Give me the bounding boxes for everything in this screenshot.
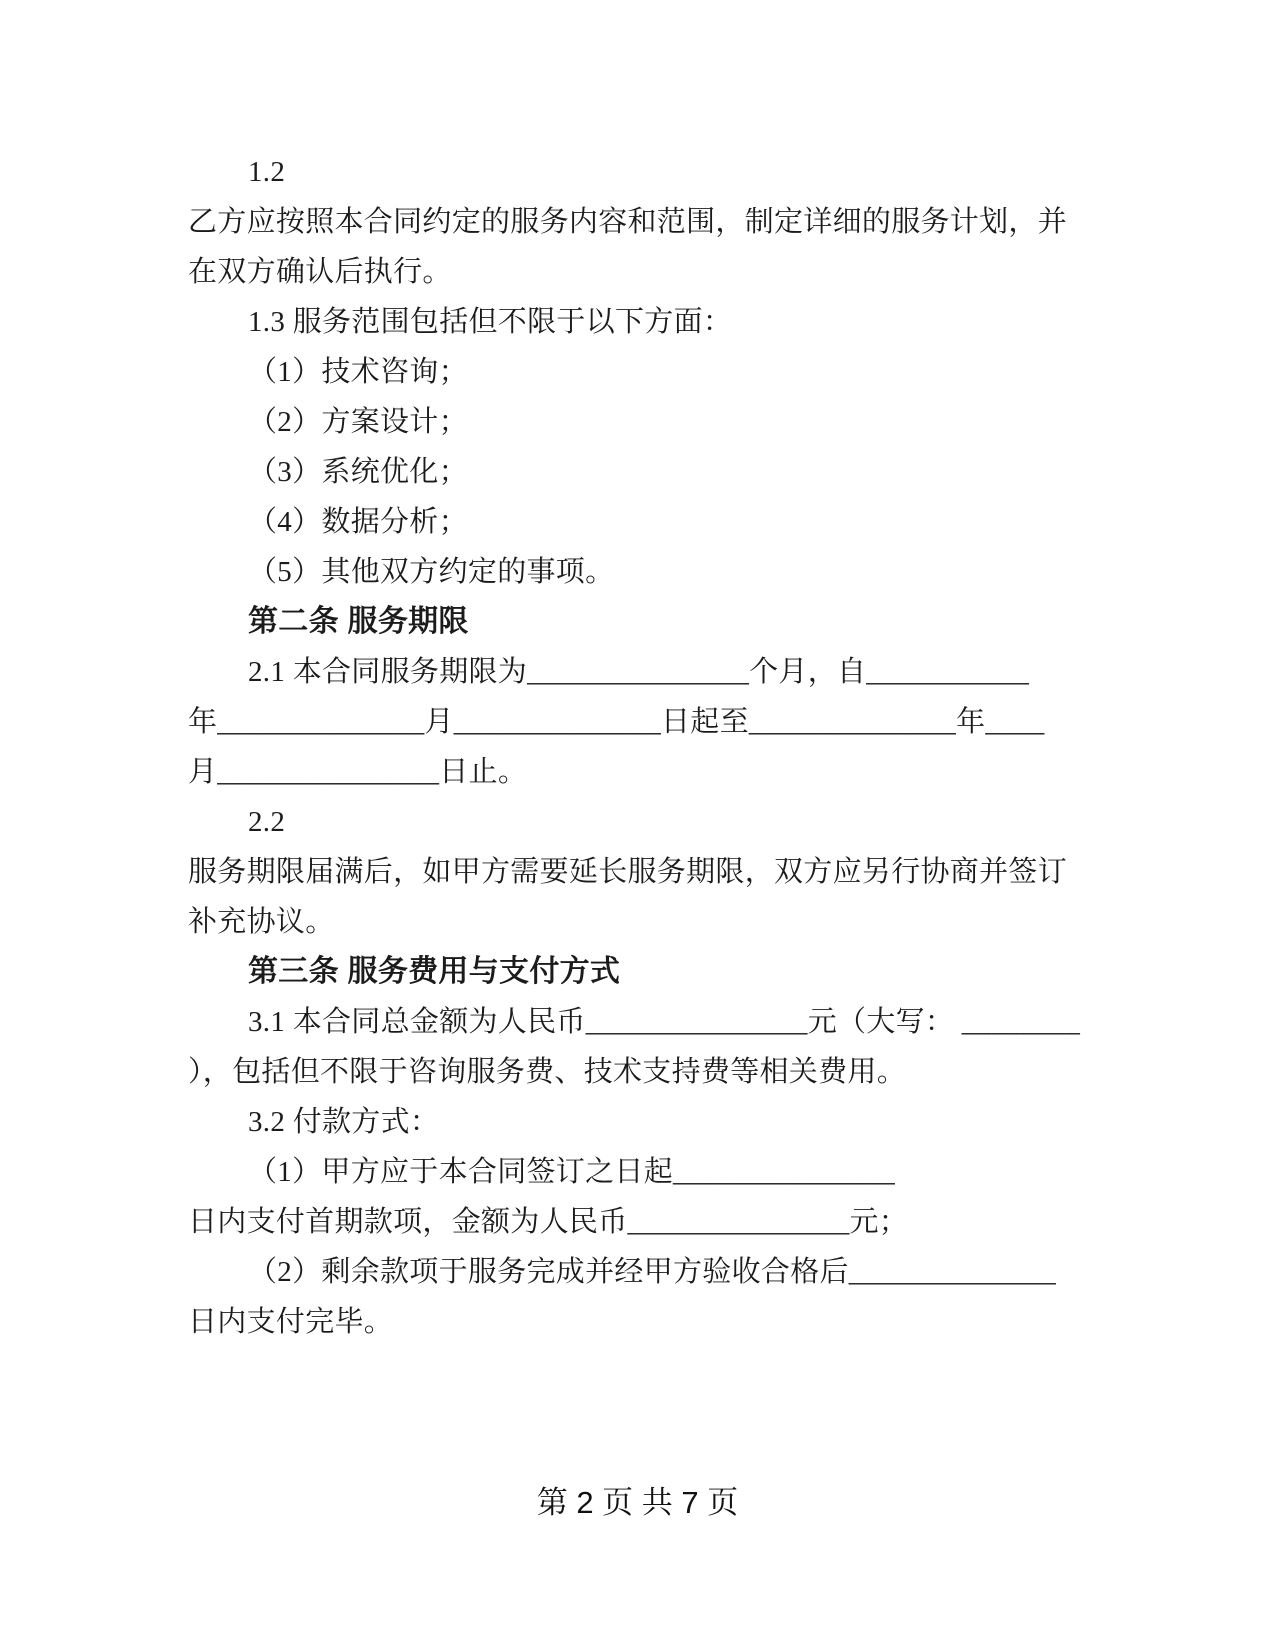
contract-body bbox=[188, 147, 1081, 1347]
clause-3-1-line-2: ），包括但不限于咨询服务费、技术支持费等相关费用。 bbox=[188, 1056, 907, 1088]
clause-3-1-line-1: 3.1 本合同总金额为人民币_______________元（大写： ________ bbox=[248, 1006, 1081, 1038]
article-3-heading: 第三条 服务费用与支付方式 bbox=[248, 955, 621, 988]
scope-item-3: （3）系统优化； bbox=[248, 456, 468, 488]
clause-2-1-line-3: 月_______________日止。 bbox=[188, 756, 528, 788]
clause-2-2-line-1: 服务期限届满后，如甲方需要延长服务期限，双方应另行协商并签订 bbox=[188, 856, 1068, 888]
scope-item-5: （5）其他双方约定的事项。 bbox=[248, 556, 615, 588]
clause-2-2-line-2: 补充协议。 bbox=[188, 906, 335, 938]
clause-2-1-line-2: 年______________月______________日起至______________年____ bbox=[188, 706, 1045, 738]
scope-item-2: （2）方案设计； bbox=[248, 406, 468, 438]
clause-3-2: 3.2 付款方式： bbox=[248, 1106, 440, 1138]
scope-item-4: （4）数据分析； bbox=[248, 506, 468, 538]
page-number: 第 2 页 共 7 页 bbox=[536, 1485, 739, 1520]
payment-item-2-line-1: （2）剩余款项于服务完成并经甲方验收合格后______________ bbox=[248, 1256, 1057, 1288]
clause-1-2-line-1: 乙方应按照本合同约定的服务内容和范围，制定详细的服务计划，并 bbox=[188, 206, 1068, 238]
clause-1-2-line-2: 在双方确认后执行。 bbox=[188, 256, 452, 288]
payment-item-1-line-1: （1）甲方应于本合同签订之日起_______________ bbox=[248, 1156, 896, 1188]
article-2-heading: 第二条 服务期限 bbox=[248, 605, 469, 638]
scope-item-1: （1）技术咨询； bbox=[248, 356, 468, 388]
page-footer bbox=[0, 1478, 1275, 1528]
clause-2-1-line-1: 2.1 本合同服务期限为_______________个月，自___________ bbox=[248, 656, 1030, 688]
clause-1-3: 1.3 服务范围包括但不限于以下方面： bbox=[248, 306, 733, 338]
clause-2-2-number: 2.2 bbox=[248, 806, 286, 838]
payment-item-1-line-2: 日内支付首期款项，金额为人民币_______________元； bbox=[188, 1206, 909, 1238]
payment-item-2-line-2: 日内支付完毕。 bbox=[188, 1306, 394, 1338]
clause-1-2-number: 1.2 bbox=[248, 156, 286, 188]
